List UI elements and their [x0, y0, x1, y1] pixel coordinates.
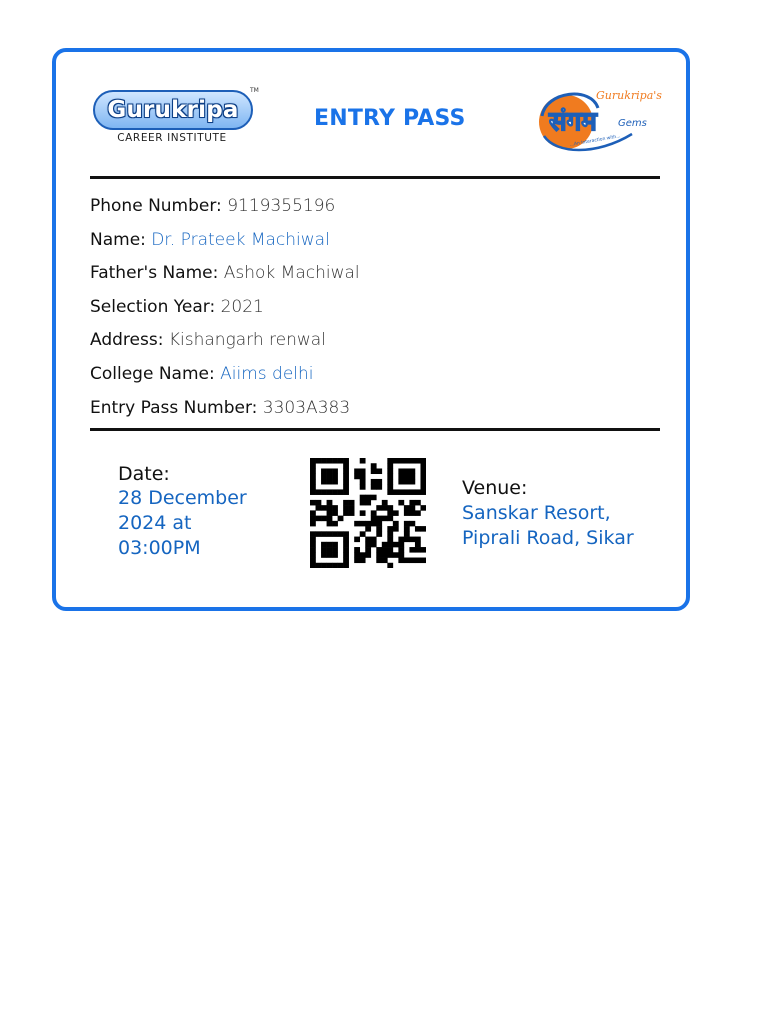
date-line: 28 December: [118, 487, 247, 509]
qr-finder-module: [409, 479, 415, 485]
qr-data-module: [409, 521, 415, 527]
qr-finder-module: [332, 474, 338, 480]
qr-finder-module: [393, 489, 399, 495]
qr-finder-module: [321, 563, 327, 568]
qr-finder-module: [343, 468, 349, 474]
qr-data-module: [404, 521, 410, 527]
qr-data-module: [404, 510, 410, 516]
qr-data-module: [376, 552, 382, 558]
qr-data-module: [387, 552, 393, 558]
qr-finder-module: [415, 458, 421, 464]
field-address: [90, 324, 660, 358]
trademark-mark: TM: [250, 87, 259, 94]
qr-finder-module: [398, 474, 404, 480]
qr-finder-module: [327, 458, 333, 464]
field-value: Dr. Prateek Machiwal: [151, 229, 330, 250]
qr-data-module: [321, 516, 327, 522]
qr-data-module: [354, 521, 360, 527]
qr-finder-module: [332, 542, 338, 548]
qr-data-module: [398, 500, 404, 506]
qr-data-module: [371, 510, 377, 516]
qr-data-module: [354, 468, 360, 474]
date-label: Date:: [118, 463, 170, 485]
qr-data-module: [365, 521, 371, 527]
date-line: 03:00PM: [118, 537, 201, 559]
qr-finder-module: [327, 531, 333, 537]
qr-finder-module: [338, 489, 344, 495]
qr-data-module: [393, 542, 399, 548]
qr-data-module: [327, 510, 333, 516]
qr-data-module: [393, 510, 399, 516]
qr-data-module: [354, 474, 360, 480]
entry-pass-header: [56, 52, 686, 178]
qr-data-module: [354, 537, 360, 543]
qr-data-module: [420, 558, 426, 564]
qr-finder-module: [327, 474, 333, 480]
qr-data-module: [360, 495, 366, 501]
qr-finder-module: [343, 558, 349, 564]
qr-data-module: [332, 505, 338, 511]
qr-finder-module: [404, 458, 410, 464]
date-line: 2024 at: [118, 512, 192, 534]
qr-finder-module: [321, 489, 327, 495]
qr-finder-module: [332, 547, 338, 553]
qr-data-module: [354, 558, 360, 564]
logo-gems-text: Gems: [618, 118, 647, 129]
qr-finder-module: [332, 458, 338, 464]
qr-finder-module: [420, 458, 426, 464]
qr-finder-module: [343, 552, 349, 558]
qr-data-module: [420, 505, 426, 511]
field-label: Selection Year:: [90, 296, 216, 317]
qr-data-module: [360, 531, 366, 537]
qr-data-module: [387, 531, 393, 537]
qr-finder-module: [321, 468, 327, 474]
qr-data-module: [376, 558, 382, 564]
qr-data-module: [398, 552, 404, 558]
qr-data-module: [360, 521, 366, 527]
field-label: Phone Number:: [90, 196, 222, 216]
event-venue: [462, 475, 677, 551]
qr-finder-module: [332, 468, 338, 474]
qr-data-module: [382, 558, 388, 564]
qr-finder-module: [343, 531, 349, 537]
qr-data-module: [371, 516, 377, 522]
qr-data-module: [371, 468, 377, 474]
qr-data-module: [365, 547, 371, 553]
qr-finder-module: [316, 563, 322, 568]
qr-finder-module: [310, 563, 316, 568]
qr-data-module: [387, 510, 393, 516]
qr-data-module: [415, 500, 421, 506]
qr-finder-module: [332, 563, 338, 568]
field-value: 3303A383: [262, 397, 351, 418]
qr-finder-module: [338, 531, 344, 537]
field-entry-pass-number: [90, 392, 660, 426]
qr-finder-module: [420, 474, 426, 480]
qr-finder-module: [327, 563, 333, 568]
qr-data-module: [321, 505, 327, 511]
qr-finder-module: [393, 458, 399, 464]
qr-finder-module: [343, 463, 349, 469]
qr-finder-module: [310, 463, 316, 469]
qr-data-module: [387, 542, 393, 548]
qr-finder-module: [387, 479, 393, 485]
qr-data-module: [387, 526, 393, 532]
qr-finder-module: [332, 489, 338, 495]
qr-data-module: [409, 500, 415, 506]
qr-finder-module: [316, 531, 322, 537]
qr-data-module: [327, 500, 333, 506]
gurukripa-career-institute-logo: [93, 87, 259, 148]
qr-data-module: [360, 479, 366, 485]
qr-data-module: [332, 510, 338, 516]
qr-finder-module: [398, 468, 404, 474]
field-selection-year: [90, 291, 660, 325]
logo-tagline: ...An Interaction with...: [569, 134, 621, 148]
qr-data-module: [382, 516, 388, 522]
qr-data-module: [338, 516, 344, 522]
qr-data-module: [376, 547, 382, 553]
qr-data-module: [371, 479, 377, 485]
qr-finder-module: [310, 474, 316, 480]
qr-data-module: [349, 505, 355, 511]
qr-finder-module: [327, 542, 333, 548]
qr-data-module: [360, 552, 366, 558]
qr-data-module: [409, 510, 415, 516]
qr-data-module: [365, 500, 371, 506]
qr-data-module: [409, 537, 415, 543]
qr-finder-module: [321, 552, 327, 558]
qr-data-module: [327, 521, 333, 527]
qr-finder-module: [387, 468, 393, 474]
qr-finder-module: [420, 463, 426, 469]
qr-data-module: [415, 526, 421, 532]
qr-data-module: [415, 537, 421, 543]
field-college-name: [90, 358, 660, 392]
field-label: College Name:: [90, 363, 215, 384]
field-name: [90, 224, 660, 258]
qr-finder-module: [316, 458, 322, 464]
qr-data-module: [371, 484, 377, 490]
qr-data-module: [376, 479, 382, 485]
page-title: ENTRY PASS: [314, 106, 466, 131]
qr-data-module: [365, 552, 371, 558]
qr-finder-module: [321, 547, 327, 553]
field-label: Father's Name:: [90, 263, 219, 284]
qr-data-module: [360, 510, 366, 516]
qr-finder-module: [343, 537, 349, 543]
qr-data-module: [382, 500, 388, 506]
qr-data-module: [398, 558, 404, 564]
qr-finder-module: [321, 542, 327, 548]
qr-finder-module: [310, 558, 316, 564]
logo-subtitle: CAREER INSTITUTE: [117, 132, 227, 144]
qr-finder-module: [398, 489, 404, 495]
qr-finder-module: [332, 552, 338, 558]
qr-data-module: [310, 516, 316, 522]
field-label: Address:: [90, 330, 164, 351]
qr-data-module: [354, 547, 360, 553]
qr-finder-module: [398, 458, 404, 464]
qr-data-module: [360, 558, 366, 564]
qr-finder-module: [310, 484, 316, 490]
logo-brand-text: Gurukripa's: [596, 89, 662, 102]
divider-top: [90, 176, 660, 179]
qr-data-module: [343, 505, 349, 511]
qr-data-module: [393, 526, 399, 532]
qr-finder-module: [310, 468, 316, 474]
qr-data-module: [376, 505, 382, 511]
qr-finder-module: [310, 531, 316, 537]
qr-data-module: [404, 537, 410, 543]
field-value: Kishangarh renwal: [168, 330, 326, 351]
venue-label: Venue:: [462, 477, 528, 499]
qr-finder-module: [404, 479, 410, 485]
qr-data-module: [376, 526, 382, 532]
qr-data-module: [387, 516, 393, 522]
qr-data-module: [420, 526, 426, 532]
qr-finder-module: [420, 479, 426, 485]
logo-devanagari-word: संगम: [549, 107, 597, 137]
qr-data-module: [393, 521, 399, 527]
qr-finder-module: [387, 484, 393, 490]
qr-data-module: [316, 505, 322, 511]
qr-finder-module: [310, 542, 316, 548]
qr-finder-module: [420, 484, 426, 490]
qr-data-module: [371, 537, 377, 543]
qr-data-module: [404, 558, 410, 564]
qr-finder-module: [310, 552, 316, 558]
qr-finder-module: [343, 458, 349, 464]
qr-finder-module: [321, 531, 327, 537]
qr-data-module: [398, 542, 404, 548]
sangam-logo-graphic: [536, 86, 664, 156]
qr-data-module: [310, 521, 316, 527]
qr-data-module: [387, 563, 393, 568]
qr-data-module: [387, 537, 393, 543]
qr-data-module: [332, 521, 338, 527]
qr-data-module: [327, 516, 333, 522]
qr-finder-module: [343, 563, 349, 568]
qr-data-module: [420, 547, 426, 553]
qr-data-module: [415, 542, 421, 548]
qr-data-module: [398, 547, 404, 553]
qr-finder-module: [316, 489, 322, 495]
qr-data-module: [382, 552, 388, 558]
qr-finder-module: [310, 479, 316, 485]
field-phone-number: [90, 190, 660, 224]
qr-finder-module: [332, 479, 338, 485]
qr-finder-module: [387, 474, 393, 480]
qr-data-module: [360, 484, 366, 490]
qr-data-module: [387, 547, 393, 553]
qr-data-module: [371, 521, 377, 527]
qr-data-module: [393, 552, 399, 558]
venue-line: Piprali Road, Sikar: [462, 527, 634, 549]
qr-data-module: [376, 531, 382, 537]
qr-finder-module: [404, 489, 410, 495]
qr-finder-module: [310, 489, 316, 495]
entry-pass-card: [52, 48, 690, 611]
qr-data-module: [316, 500, 322, 506]
qr-finder-module: [343, 547, 349, 553]
qr-finder-module: [327, 547, 333, 553]
qr-finder-module: [343, 484, 349, 490]
qr-data-module: [415, 547, 421, 553]
qr-data-module: [365, 526, 371, 532]
divider-bottom: [90, 428, 660, 431]
field-value: 9119355196: [227, 196, 336, 216]
qr-finder-module: [343, 489, 349, 495]
field-value: Ashok Machiwal: [223, 263, 360, 284]
field-label: Entry Pass Number:: [90, 397, 258, 418]
qr-finder-module: [327, 489, 333, 495]
qr-finder-module: [338, 563, 344, 568]
qr-data-module: [376, 468, 382, 474]
qr-data-module: [382, 547, 388, 553]
qr-data-module: [382, 542, 388, 548]
qr-data-module: [360, 468, 366, 474]
qr-data-module: [310, 500, 316, 506]
qr-finder-module: [332, 531, 338, 537]
qr-finder-module: [327, 479, 333, 485]
qr-finder-module: [409, 474, 415, 480]
event-date: [118, 462, 288, 561]
qr-data-module: [360, 500, 366, 506]
qr-data-module: [316, 516, 322, 522]
qr-finder-module: [321, 479, 327, 485]
qr-data-module: [371, 495, 377, 501]
qr-finder-module: [398, 479, 404, 485]
qr-finder-module: [310, 537, 316, 543]
qr-finder-module: [327, 468, 333, 474]
qr-finder-module: [343, 542, 349, 548]
qr-data-module: [349, 510, 355, 516]
qr-data-module: [376, 521, 382, 527]
qr-data-module: [415, 558, 421, 564]
qr-data-module: [404, 505, 410, 511]
qr-finder-module: [321, 474, 327, 480]
qr-data-module: [360, 474, 366, 480]
field-fathers-name: [90, 257, 660, 291]
qr-data-module: [365, 495, 371, 501]
qr-data-module: [371, 542, 377, 548]
qr-data-module: [409, 547, 415, 553]
qr-finder-module: [387, 458, 393, 464]
qr-finder-module: [404, 474, 410, 480]
qr-finder-module: [420, 468, 426, 474]
qr-data-module: [376, 484, 382, 490]
qr-data-module: [310, 510, 316, 516]
qr-data-module: [404, 531, 410, 537]
qr-finder-module: [387, 463, 393, 469]
qr-data-module: [404, 526, 410, 532]
qr-finder-module: [343, 474, 349, 480]
qr-data-module: [343, 510, 349, 516]
qr-data-module: [376, 516, 382, 522]
logo-wordmark: Gurukripa: [107, 97, 239, 123]
gurukripas-sangam-gems-logo: [536, 86, 664, 156]
qr-finder-module: [387, 489, 393, 495]
qr-finder-module: [420, 489, 426, 495]
attendee-details: [90, 190, 660, 425]
field-label: Name:: [90, 229, 146, 250]
qr-finder-module: [343, 479, 349, 485]
qr-data-module: [382, 505, 388, 511]
qr-finder-module: [321, 458, 327, 464]
qr-finder-module: [409, 489, 415, 495]
qr-finder-module: [409, 458, 415, 464]
qr-finder-module: [338, 458, 344, 464]
qr-data-module: [343, 500, 349, 506]
qr-data-module: [387, 505, 393, 511]
qr-finder-module: [327, 552, 333, 558]
qr-finder-module: [310, 458, 316, 464]
qr-data-module: [398, 537, 404, 543]
qr-finder-module: [415, 489, 421, 495]
qr-code-graphic: [310, 458, 426, 568]
qr-finder-module: [310, 547, 316, 553]
qr-data-module: [360, 458, 366, 464]
qr-finder-module: [404, 468, 410, 474]
qr-data-module: [327, 505, 333, 511]
field-value: 2021: [220, 296, 264, 317]
qr-data-module: [371, 463, 377, 469]
qr-code: [310, 458, 426, 568]
logo-pill: [93, 90, 253, 130]
qr-data-module: [409, 505, 415, 511]
qr-data-module: [409, 558, 415, 564]
qr-data-module: [365, 537, 371, 543]
qr-data-module: [354, 552, 360, 558]
venue-line: Sanskar Resort,: [462, 502, 611, 524]
qr-data-module: [349, 500, 355, 506]
qr-finder-module: [409, 468, 415, 474]
qr-data-module: [415, 510, 421, 516]
field-value: Aiims delhi: [220, 363, 314, 384]
qr-data-module: [365, 542, 371, 548]
